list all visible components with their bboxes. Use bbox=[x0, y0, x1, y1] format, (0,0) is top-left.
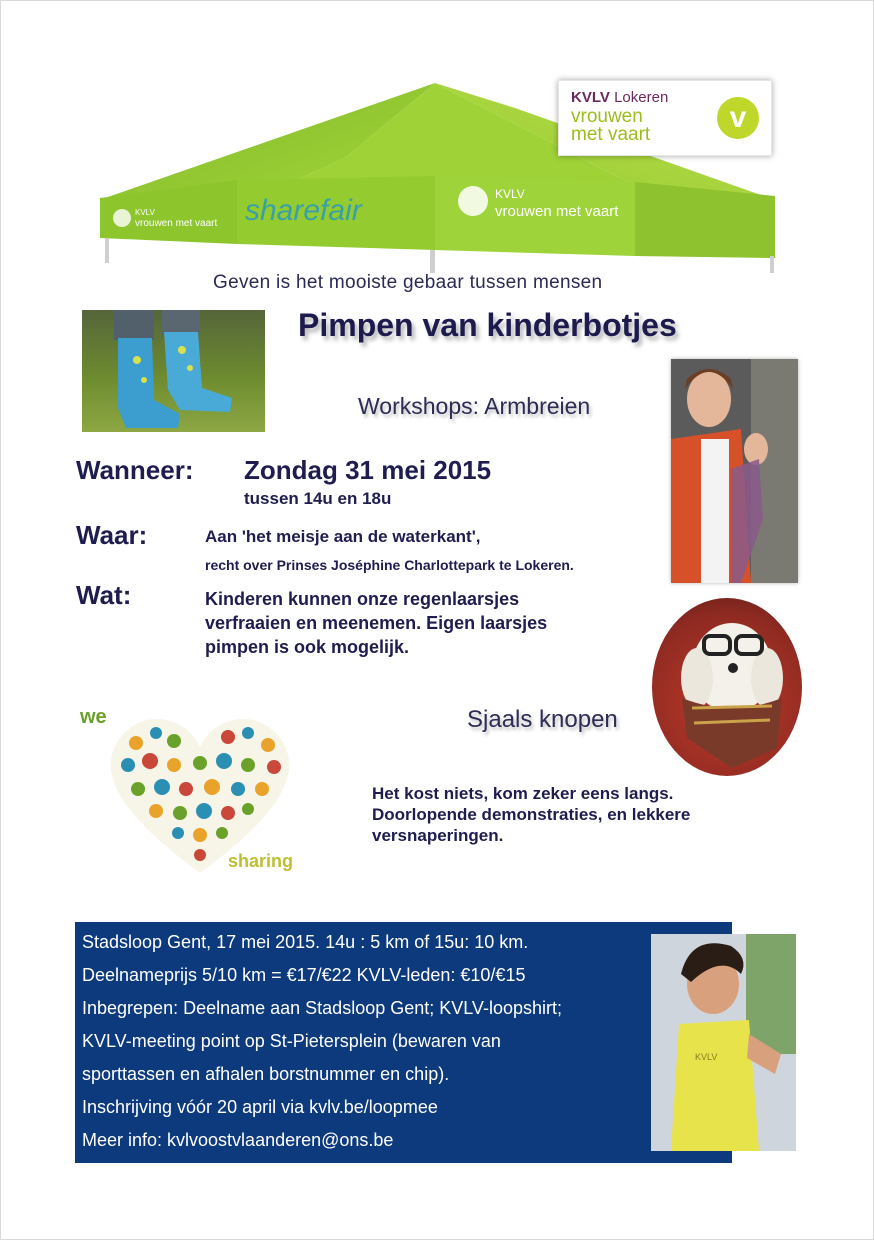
logo-v-icon: v bbox=[717, 97, 759, 139]
logo-brand: KVLV bbox=[571, 89, 610, 106]
info-line: Inschrijving vóór 20 april via kvlv.be/loopmee bbox=[82, 1097, 438, 1117]
wanneer-label: Wanneer: bbox=[76, 455, 194, 485]
girl-knitting-photo bbox=[671, 359, 798, 583]
logo-line1: vrouwen bbox=[571, 106, 643, 127]
info-line: KVLV-meeting point op St-Pietersplein (bewaren van bbox=[82, 1031, 501, 1051]
kost-line: Het kost niets, kom zeker eens langs. bbox=[372, 784, 674, 803]
waar-value-line1: Aan 'het meisje aan de waterkant', bbox=[205, 527, 481, 546]
info-line: Stadsloop Gent, 17 mei 2015. 14u : 5 km of 15u: 10 km. bbox=[82, 932, 529, 952]
wat-value bbox=[205, 587, 547, 659]
tent-left-logo-text2: vrouwen met vaart bbox=[135, 218, 218, 229]
kost-line: Doorlopende demonstraties, en lekkere bbox=[372, 805, 691, 824]
wat-line: pimpen is ook mogelijk. bbox=[205, 637, 410, 657]
dog-with-scarf-photo bbox=[652, 598, 802, 776]
sharing-text: sharing bbox=[228, 851, 294, 871]
kost-line: versnaperingen. bbox=[372, 826, 504, 845]
runner-shirt-text: KVLV bbox=[695, 1052, 718, 1062]
runner-photo bbox=[651, 934, 796, 1151]
info-line: Meer info: kvlvoostvlaanderen@ons.be bbox=[82, 1130, 394, 1150]
headline: Pimpen van kinderbotjes bbox=[298, 307, 677, 343]
sjaals-knopen-text: Sjaals knopen bbox=[467, 706, 618, 733]
tent-logo-mark bbox=[458, 186, 488, 216]
wat-line: verfraaien en meenemen. Eigen laarsjes bbox=[205, 613, 548, 633]
logo-line2: met vaart bbox=[571, 124, 651, 145]
time-value: tussen 14u en 18u bbox=[244, 489, 392, 508]
tent-left-logo-text1: KVLV bbox=[135, 208, 155, 217]
wat-label: Wat: bbox=[76, 580, 132, 610]
tent-right-logo-text1: KVLV bbox=[495, 187, 525, 201]
logo-location: Lokeren bbox=[614, 89, 669, 106]
tent-right-logo-text2: vrouwen met vaart bbox=[495, 203, 619, 220]
wat-line: Kinderen kunnen onze regenlaarsjes bbox=[205, 589, 520, 609]
free-entry-text bbox=[372, 783, 690, 846]
waar-value-line2: recht over Prinses Joséphine Charlottepark te Lokeren. bbox=[205, 557, 574, 573]
wanneer-value: Zondag 31 mei 2015 bbox=[244, 455, 492, 485]
workshops-text: Workshops: Armbreien bbox=[358, 393, 591, 419]
tent-logo-mark bbox=[113, 209, 131, 227]
kvlv-logo bbox=[558, 80, 772, 156]
info-line: sporttassen en afhalen borstnummer en chip). bbox=[82, 1064, 450, 1084]
tagline: Geven is het mooiste gebaar tussen mensen bbox=[213, 272, 603, 293]
waar-label: Waar: bbox=[76, 520, 148, 550]
info-line: Deelnameprijs 5/10 km = €17/€22 KVLV-leden: €10/€15 bbox=[82, 965, 526, 985]
boots-photo bbox=[82, 310, 265, 432]
stadsloop-info-box bbox=[75, 922, 732, 1163]
info-line: Inbegrepen: Deelname aan Stadsloop Gent; KVLV-loopshirt; bbox=[82, 998, 562, 1018]
tent-leg bbox=[430, 250, 435, 273]
tent-center-text: sharefair bbox=[245, 194, 362, 227]
we-text: we bbox=[80, 706, 107, 728]
tent-leg bbox=[770, 256, 774, 273]
tent-leg bbox=[105, 238, 109, 263]
